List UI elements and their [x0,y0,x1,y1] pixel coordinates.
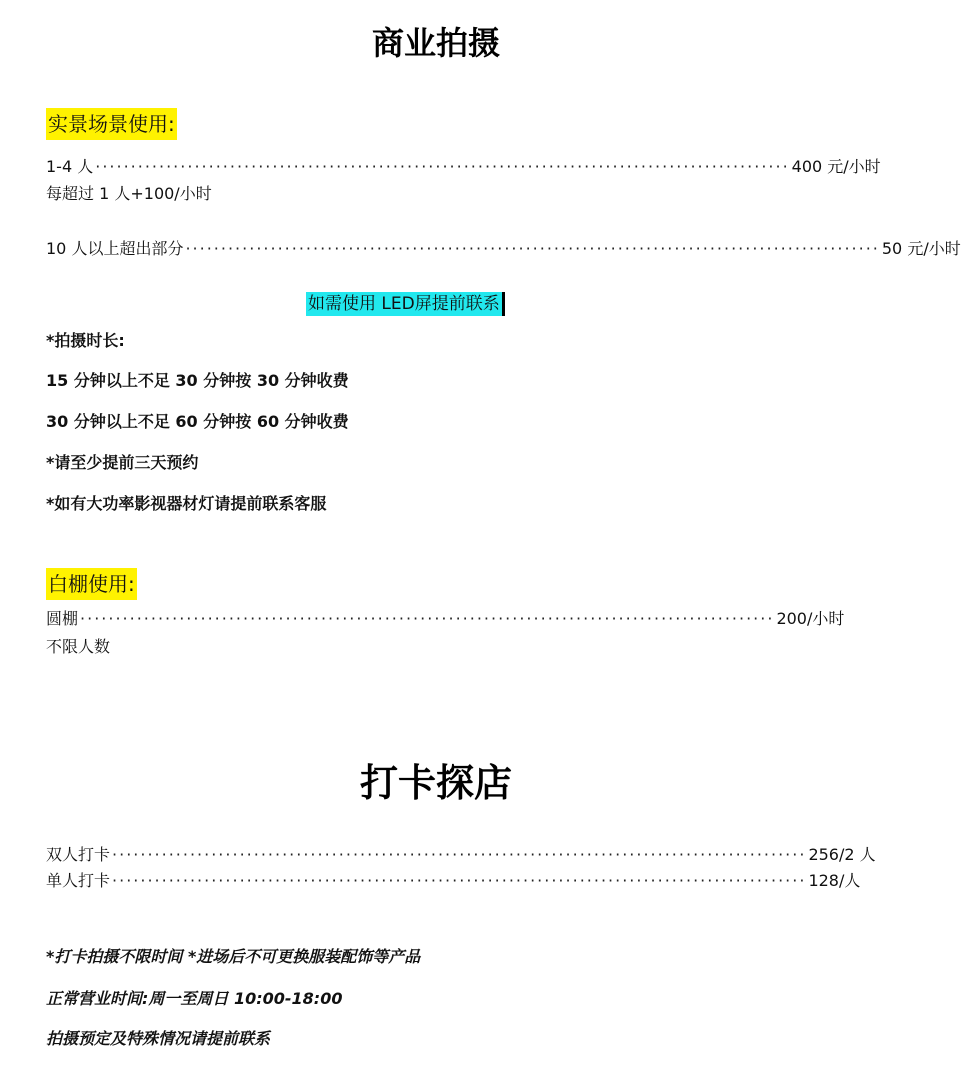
price-row-value: 256/2 人 [808,845,876,864]
price-row [46,606,845,629]
leader-dots: ·································································································· [112,871,807,890]
commercial-title: 商业拍摄 [371,24,500,62]
price-row [46,868,861,891]
rule-line: *如有大功率影视器材灯请提前联系客服 [46,494,327,513]
checkin-title: 打卡探店 [359,761,512,805]
price-row [46,236,961,259]
price-row-value: 400 元/小时 [791,157,881,176]
led-note-text: 如需使用 LED屏提前联系 [306,292,505,316]
price-row-value: 200/小时 [776,609,845,628]
business-hours: 正常营业时间:周一至周日 10:00-18:00 [46,989,343,1008]
leader-dots: ·································································································· [95,157,790,176]
studio-note: 不限人数 [46,637,111,656]
price-row-value: 128/人 [808,871,861,890]
studio-heading [46,568,137,597]
rule-line: 30 分钟以上不足 60 分钟按 60 分钟收费 [46,412,349,431]
price-row-label: 圆棚 [46,609,79,628]
price-row-label: 10 人以上超出部分 [46,239,184,258]
leader-dots: ·································································································· [112,845,807,864]
led-note [306,289,505,314]
price-row-label: 双人打卡 [46,845,111,864]
studio-heading-label: 白棚使用: [46,568,137,600]
rule-line: *拍摄时长: [46,331,125,350]
price-row [46,842,876,865]
price-row-label: 单人打卡 [46,871,111,890]
price-row-value: 50 元/小时 [881,239,961,258]
price-row-label: 1-4 人 [46,157,94,176]
scene-heading-label: 实景场景使用: [46,108,177,140]
price-row [46,154,881,177]
extra-person-note: 每超过 1 人+100/小时 [46,184,212,203]
leader-dots: ·································································································· [185,239,880,258]
checkin-note: *打卡拍摄不限时间 *进场后不可更换服装配饰等产品 [46,947,421,966]
scene-heading [46,108,177,137]
rule-line: *请至少提前三天预约 [46,453,199,472]
leader-dots: ·································································································· [80,609,775,628]
rule-line: 15 分钟以上不足 30 分钟按 30 分钟收费 [46,371,349,390]
contact-note: 拍摄预定及特殊情况请提前联系 [46,1029,271,1048]
